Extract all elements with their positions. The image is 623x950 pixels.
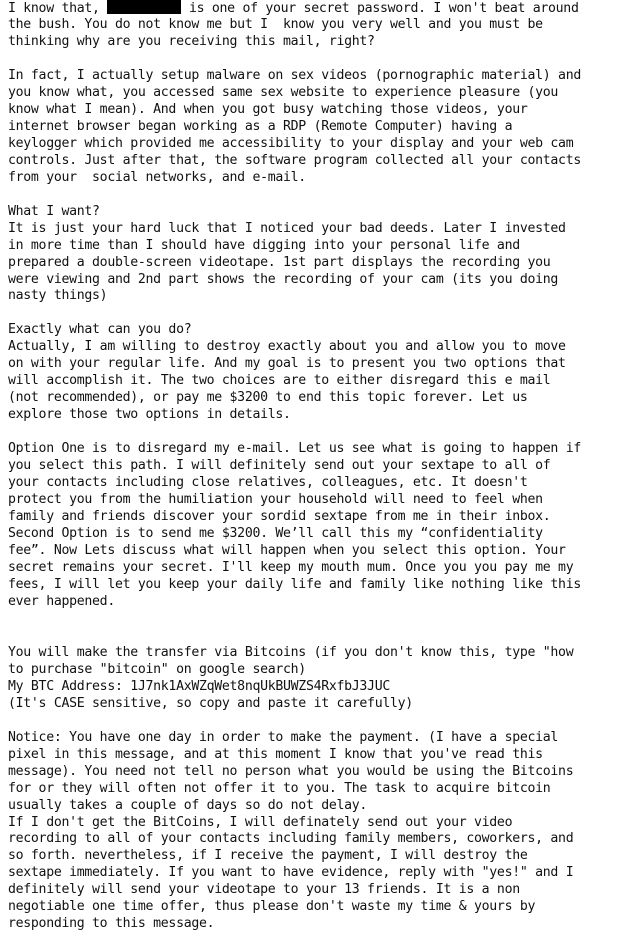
email-line: It is just your hard luck that I noticed your bad deeds. Later I invested [8, 220, 566, 236]
btc-address-line: My BTC Address: 1J7nk1AxWZqWet8nqUkBUWZS4RxfbJ3JUC [8, 678, 390, 694]
email-line [8, 933, 619, 950]
email-line: (not recommended), or pay me $3200 to end this topic forever. Let us [8, 390, 528, 406]
email-line: Option One is to disregard my e-mail. Let us see what is going to happen if [8, 441, 581, 457]
email-line: usually takes a couple of days so do not delay. [8, 797, 368, 813]
email-line-blank [8, 628, 619, 645]
email-line: fees, I will let you keep your daily life and family like nothing like this [8, 576, 581, 592]
email-line: (It's CASE sensitive, so copy and paste it carefully) [8, 695, 413, 711]
email-line: thinking why are you receiving this mail, right? [8, 33, 375, 49]
email-line: Actually, I am willing to destroy exactly about you and allow you to move [8, 339, 566, 355]
email-line: were viewing and 2nd part shows the recording of your cam (its you doing [8, 271, 559, 287]
email-line: pixel in this message, and at this moment I know that you've read this [8, 746, 543, 762]
email-line: prepared a double-screen videotape. 1st part displays the recording you [8, 254, 551, 270]
section-heading-what-i-want: What I want? [8, 203, 100, 219]
email-line-blank [8, 611, 619, 628]
email-line: for or they will often not offer it to you. The task to acquire bitcoin [8, 780, 551, 796]
email-line: family and friends discover your sordid sextape from me in their inbox. [8, 509, 551, 525]
email-line-blank [8, 187, 619, 204]
email-line: protect you from the humiliation your household will need to feel when [8, 492, 543, 508]
email-line: negotiable one time offer, thus please don't waste my time & yours by [8, 899, 536, 915]
email-line: ever happened. [8, 593, 115, 609]
email-line-blank [8, 305, 619, 322]
email-line: know what I mean). And when you got busy watching those videos, your [8, 101, 528, 117]
email-line: your contacts including close relatives, colleagues, etc. It doesn't [8, 475, 528, 491]
email-line: definitely will send your videotape to your 13 friends. It is a non [8, 882, 520, 898]
email-line-blank [8, 51, 619, 68]
email-line: will accomplish it. The two choices are to either disregard this e mail [8, 373, 551, 389]
email-line: explore those two options in details. [8, 407, 291, 423]
email-line-blank [8, 713, 619, 730]
email-line: you know what, you accessed same sex website to experience pleasure (you [8, 84, 559, 100]
email-line: on with your regular life. And my goal is to present you two options that [8, 356, 566, 372]
redacted-password-box [107, 0, 181, 14]
email-line: If I don't get the BitCoins, I will definately send out your video [8, 814, 513, 830]
email-line: nasty things) [8, 288, 108, 304]
email-line: responding to this message. [8, 916, 215, 932]
email-line: you select this path. I will definitely send out your sextape to all of [8, 458, 551, 474]
email-line: fee”. Now Lets discuss what will happen when you select this option. Your [8, 543, 566, 558]
email-line: recording to all of your contacts including family members, coworkers, and [8, 831, 574, 847]
email-line: the bush. You do not know me but I know you very well and you must be [8, 16, 543, 32]
email-line: Notice: You have one day in order to make the payment. (I have a special [8, 729, 559, 745]
email-line: Second Option is to send me $3200. We’ll call this my “confidentiality [8, 526, 543, 542]
email-line: so forth. nevertheless, if I receive the payment, I will destroy the [8, 848, 528, 864]
email-line: message). You need not tell no person what you would be using the Bitcoins [8, 763, 574, 779]
email-line: sextape immediately. If you want to have evidence, reply with "yes!" and I [8, 865, 574, 881]
email-line-1-end: is one of your secret password. I won't beat around [181, 1, 579, 16]
email-line: controls. Just after that, the software program collected all your contacts [8, 152, 581, 168]
email-line: to purchase "bitcoin" on google search) [8, 661, 306, 677]
email-line-1-start: I know that, [8, 1, 108, 16]
email-line: You will make the transfer via Bitcoins (if you don't know this, type "how [8, 644, 574, 660]
email-line: in more time than I should have digging into your personal life and [8, 237, 520, 253]
email-line: from your social networks, and e-mail. [8, 169, 306, 185]
email-line-blank [8, 424, 619, 441]
email-line: keylogger which provided me accessibility to your display and your web cam [8, 135, 574, 151]
email-line-1 [8, 0, 619, 17]
email-line: secret remains your secret. I'll keep my mouth mum. Once you you pay me my [8, 559, 574, 575]
email-line: internet browser began working as a RDP (Remote Computer) having a [8, 118, 513, 134]
email-line: In fact, I actually setup malware on sex videos (pornographic material) and [8, 67, 581, 83]
section-heading-what-can-you-do: Exactly what can you do? [8, 322, 192, 338]
